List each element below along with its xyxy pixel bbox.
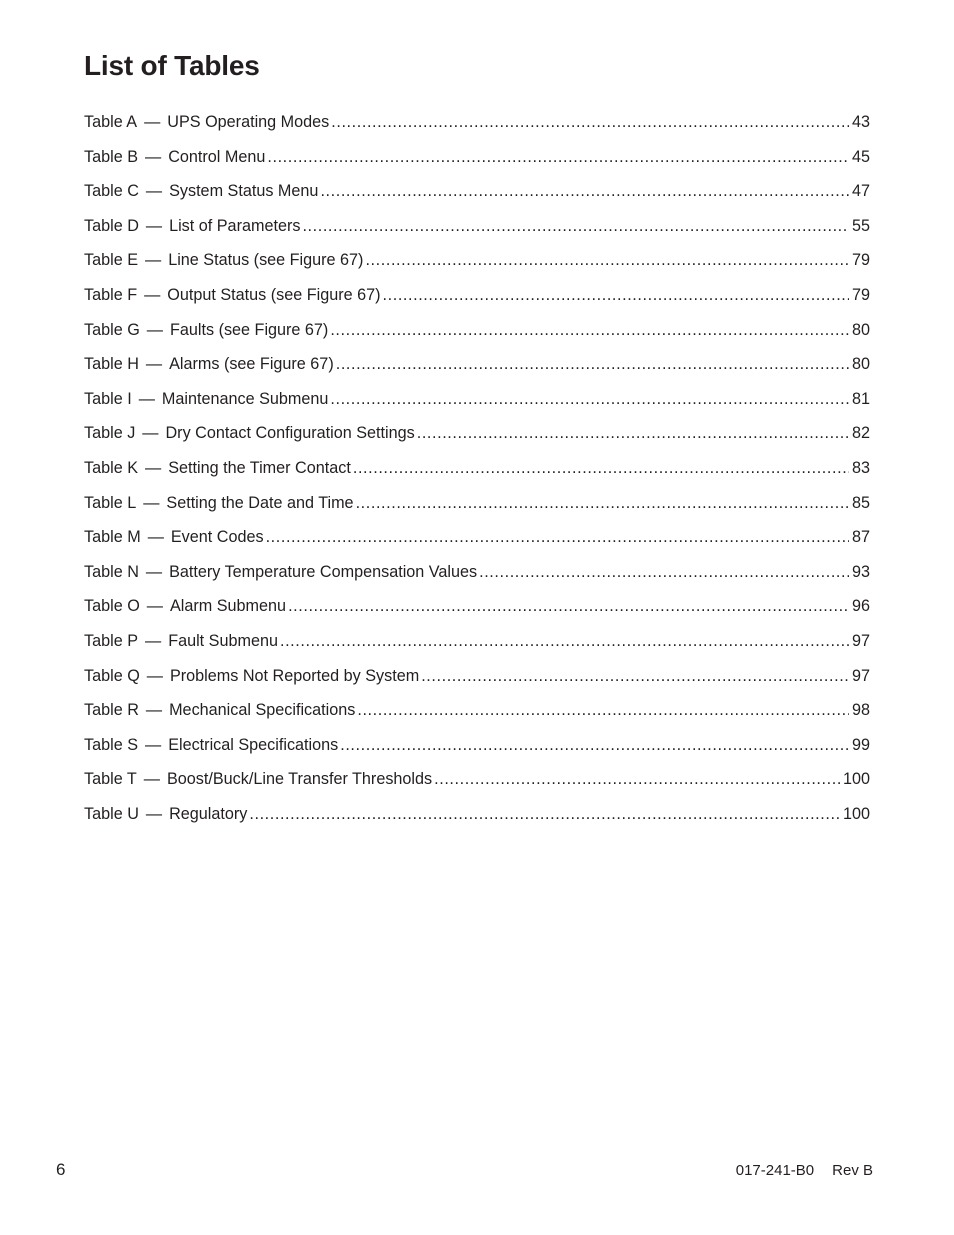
page-reference: 85 [851, 493, 870, 512]
toc-entry[interactable] [84, 525, 870, 560]
em-dash-separator: — [145, 562, 163, 581]
page-title: List of Tables [84, 50, 260, 81]
page-reference: 98 [851, 701, 870, 720]
table-id: Table K [84, 458, 138, 477]
dot-leader [383, 283, 849, 307]
em-dash-separator: — [145, 216, 163, 235]
toc-entry[interactable] [84, 145, 870, 180]
table-title: Mechanical Specifications [169, 701, 356, 720]
table-title: Problems Not Reported by System [169, 666, 420, 685]
page-reference: 47 [851, 182, 870, 201]
toc-entry[interactable] [84, 179, 870, 214]
table-title: Maintenance Submenu [161, 389, 329, 408]
em-dash-separator: — [143, 770, 160, 789]
em-dash-separator: — [145, 458, 162, 477]
dot-leader [417, 421, 849, 445]
toc-entry[interactable] [84, 664, 870, 699]
em-dash-separator: — [145, 147, 162, 166]
em-dash-separator: — [145, 355, 163, 374]
toc-entry[interactable] [84, 214, 870, 249]
table-id: Table G [84, 320, 140, 339]
table-title: Faults (see Figure 67) [169, 320, 329, 339]
table-id: Table S [84, 735, 138, 754]
table-title: Alarm Submenu [169, 597, 287, 616]
table-id: Table O [84, 597, 140, 616]
em-dash-separator: — [144, 285, 161, 304]
em-dash-separator: — [145, 631, 162, 650]
em-dash-separator: — [142, 424, 159, 443]
list-of-tables [84, 110, 870, 836]
dot-leader [266, 525, 849, 549]
page-reference: 79 [851, 285, 870, 304]
page-reference: 100 [842, 770, 870, 789]
table-title: Electrical Specifications [168, 735, 339, 754]
dot-leader [356, 491, 849, 515]
table-id: Table D [84, 216, 139, 235]
page-reference: 97 [851, 631, 870, 650]
table-title: Output Status (see Figure 67) [167, 285, 381, 304]
page-reference: 82 [851, 424, 870, 443]
toc-entry[interactable] [84, 629, 870, 664]
document-number: 017-241-B0 [735, 1162, 815, 1179]
page-reference: 43 [851, 113, 870, 131]
page-reference: 93 [851, 562, 870, 581]
page-reference: 99 [851, 735, 870, 754]
table-id: Table Q [84, 666, 140, 685]
table-id: Table T [84, 770, 137, 789]
toc-entry[interactable] [84, 698, 870, 733]
page-reference: 97 [851, 666, 870, 685]
toc-entry[interactable] [84, 491, 870, 526]
dot-leader [330, 387, 849, 411]
em-dash-separator: — [138, 389, 155, 408]
table-title: Setting the Timer Contact [168, 458, 351, 477]
em-dash-separator: — [145, 735, 162, 754]
dot-leader [340, 733, 849, 757]
em-dash-separator: — [146, 597, 163, 616]
document-id [736, 1162, 873, 1179]
page-reference: 100 [842, 804, 870, 823]
page-reference: 96 [851, 597, 870, 616]
table-id: Table N [84, 562, 139, 581]
em-dash-separator: — [146, 666, 163, 685]
table-title: UPS Operating Modes [167, 113, 330, 131]
dot-leader [357, 698, 849, 722]
table-id: Table P [84, 631, 138, 650]
table-id: Table F [84, 285, 138, 304]
revision-label: Rev B [832, 1162, 873, 1179]
em-dash-separator: — [146, 320, 163, 339]
table-id: Table I [84, 389, 132, 408]
table-id: Table R [84, 701, 139, 720]
dot-leader [353, 456, 849, 480]
page-reference: 80 [851, 355, 870, 374]
toc-entry[interactable] [84, 110, 870, 145]
table-title: Regulatory [169, 804, 248, 823]
dot-leader [479, 560, 849, 584]
page-reference: 81 [851, 389, 870, 408]
page-reference: 83 [851, 458, 870, 477]
toc-entry[interactable] [84, 421, 870, 456]
dot-leader [302, 214, 849, 238]
table-id: Table L [84, 493, 137, 512]
toc-entry[interactable] [84, 594, 870, 629]
em-dash-separator: — [144, 113, 161, 131]
page-reference: 79 [851, 251, 870, 270]
dot-leader [267, 145, 849, 169]
page-number: 6 [56, 1160, 66, 1179]
page-reference: 80 [851, 320, 870, 339]
em-dash-separator: — [145, 251, 162, 270]
dot-leader [320, 179, 849, 203]
table-id: Table H [84, 355, 139, 374]
table-title: Battery Temperature Compensation Values [169, 562, 478, 581]
table-id: Table E [84, 251, 138, 270]
toc-entry[interactable] [84, 318, 870, 353]
dot-leader [421, 664, 849, 688]
table-title: System Status Menu [169, 182, 319, 201]
toc-entry[interactable] [84, 802, 870, 837]
toc-entry[interactable] [84, 560, 870, 595]
dot-leader [249, 802, 840, 826]
toc-entry[interactable] [84, 283, 870, 318]
table-title: Boost/Buck/Line Transfer Thresholds [166, 770, 433, 789]
page-reference: 55 [851, 216, 870, 235]
em-dash-separator: — [145, 182, 163, 201]
table-title: Event Codes [170, 528, 264, 547]
page-reference: 87 [851, 528, 870, 547]
table-title: Setting the Date and Time [166, 493, 354, 512]
toc-entry[interactable] [84, 733, 870, 768]
table-id: Table M [84, 528, 141, 547]
toc-entry[interactable] [84, 248, 870, 283]
table-id: Table J [84, 424, 136, 443]
dot-leader [365, 248, 849, 272]
em-dash-separator: — [145, 701, 163, 720]
page-reference: 45 [851, 147, 870, 166]
table-id: Table U [84, 804, 139, 823]
toc-entry[interactable] [84, 387, 870, 422]
dot-leader [434, 767, 840, 791]
table-title: Line Status (see Figure 67) [168, 251, 364, 270]
dot-leader [336, 352, 849, 376]
em-dash-separator: — [145, 804, 163, 823]
table-id: Table C [84, 182, 139, 201]
table-title: Dry Contact Configuration Settings [165, 424, 415, 443]
dot-leader [330, 318, 849, 342]
table-title: List of Parameters [169, 216, 301, 235]
table-title: Fault Submenu [168, 631, 278, 650]
em-dash-separator: — [143, 493, 160, 512]
toc-entry[interactable] [84, 767, 870, 802]
table-title: Alarms (see Figure 67) [169, 355, 334, 374]
table-title: Control Menu [168, 147, 266, 166]
dot-leader [280, 629, 849, 653]
table-id: Table A [84, 113, 138, 131]
toc-entry[interactable] [84, 456, 870, 491]
dot-leader [331, 110, 849, 134]
table-id: Table B [84, 147, 138, 166]
em-dash-separator: — [147, 528, 164, 547]
dot-leader [288, 594, 849, 618]
toc-entry[interactable] [84, 352, 870, 387]
